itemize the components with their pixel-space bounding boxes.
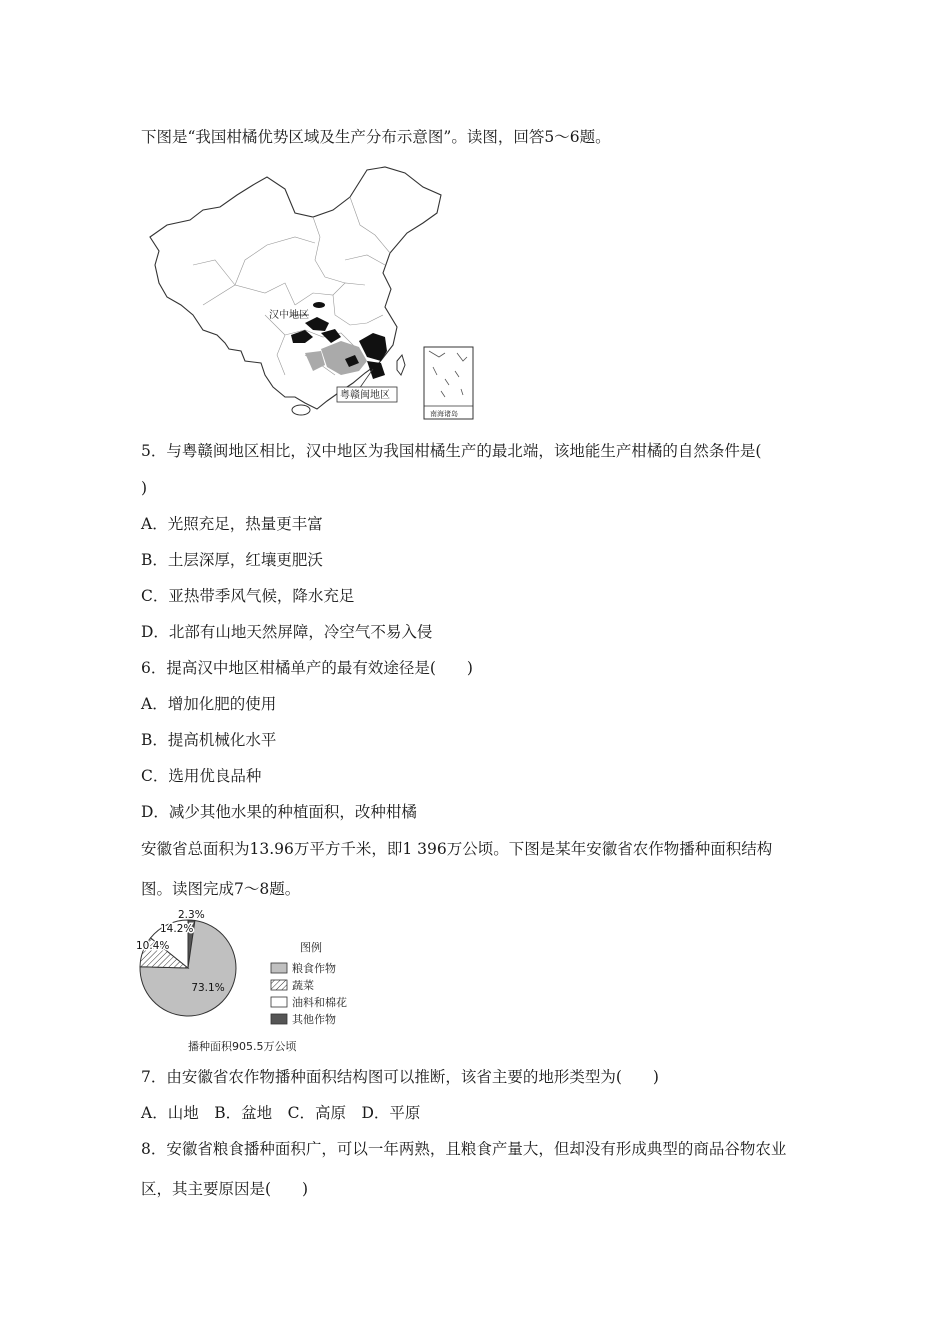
q7-options: A．山地 B．盆地 C．高原 D．平原 xyxy=(141,1104,421,1122)
legend-swatch-3 xyxy=(271,1014,287,1024)
legend-swatch-1 xyxy=(271,980,287,990)
pie-label-0: 73.1% xyxy=(191,982,225,994)
legend-label-3: 其他作物 xyxy=(292,1013,336,1026)
legend-label-2: 油料和棉花 xyxy=(292,996,347,1009)
china-citrus-map xyxy=(145,165,475,420)
pie-chart xyxy=(136,905,370,1055)
legend-label-1: 蔬菜 xyxy=(292,979,314,992)
map-label-hanzhong: 汉中地区 xyxy=(269,310,309,321)
q5-option-c: C．亚热带季风气候，降水充足 xyxy=(141,587,355,605)
inset-label: 南海诸岛 xyxy=(430,410,458,418)
intro-text-pie-line1: 安徽省总面积为13.96万平方千米，即1 396万公顷。下图是某年安徽省农作物播种面积结构 xyxy=(141,840,773,858)
legend-title: 图例 xyxy=(300,941,322,954)
q5-option-b: B．土层深厚，红壤更肥沃 xyxy=(141,551,323,569)
map-label-yuegan: 粤赣闽地区 xyxy=(340,390,390,401)
q6-option-a: A．增加化肥的使用 xyxy=(141,695,277,713)
q5-stem-end: ) xyxy=(141,479,148,497)
intro-text-map: 下图是“我国柑橘优势区域及生产分布示意图”。读图，回答5～6题。 xyxy=(141,128,611,146)
q6-option-b: B．提高机械化水平 xyxy=(141,731,277,749)
q5-stem: 5．与粤赣闽地区相比，汉中地区为我国柑橘生产的最北端，该地能生产柑橘的自然条件是( xyxy=(141,442,762,460)
china-outline xyxy=(150,167,441,409)
pie-label-3: 2.3% xyxy=(178,909,205,921)
legend-swatch-0 xyxy=(271,963,287,973)
pie-caption: 播种面积905.5万公顷 xyxy=(188,1040,297,1053)
q8-stem-line2: 区，其主要原因是( ) xyxy=(141,1180,309,1198)
q7-stem: 7．由安徽省农作物播种面积结构图可以推断，该省主要的地形类型为( ) xyxy=(141,1068,659,1086)
q8-stem-line1: 8．安徽省粮食播种面积广，可以一年两熟，且粮食产量大，但却没有形成典型的商品谷物农业 xyxy=(141,1140,787,1158)
q6-option-c: C．选用优良品种 xyxy=(141,767,262,785)
intro-text-pie-line2: 图。读图完成7～8题。 xyxy=(141,880,301,898)
q5-option-d: D．北部有山地天然屏障，冷空气不易入侵 xyxy=(141,623,433,641)
legend-swatch-2 xyxy=(271,997,287,1007)
south-china-sea-inset xyxy=(424,347,473,419)
legend-label-0: 粮食作物 xyxy=(292,962,336,975)
q5-option-a: A．光照充足，热量更丰富 xyxy=(141,515,323,533)
q6-stem: 6．提高汉中地区柑橘单产的最有效途径是( ) xyxy=(141,659,473,677)
q6-option-d: D．减少其他水果的种植面积，改种柑橘 xyxy=(141,803,417,821)
pie-label-2: 14.2% xyxy=(160,923,194,935)
pie-label-1: 10.4% xyxy=(136,940,170,952)
